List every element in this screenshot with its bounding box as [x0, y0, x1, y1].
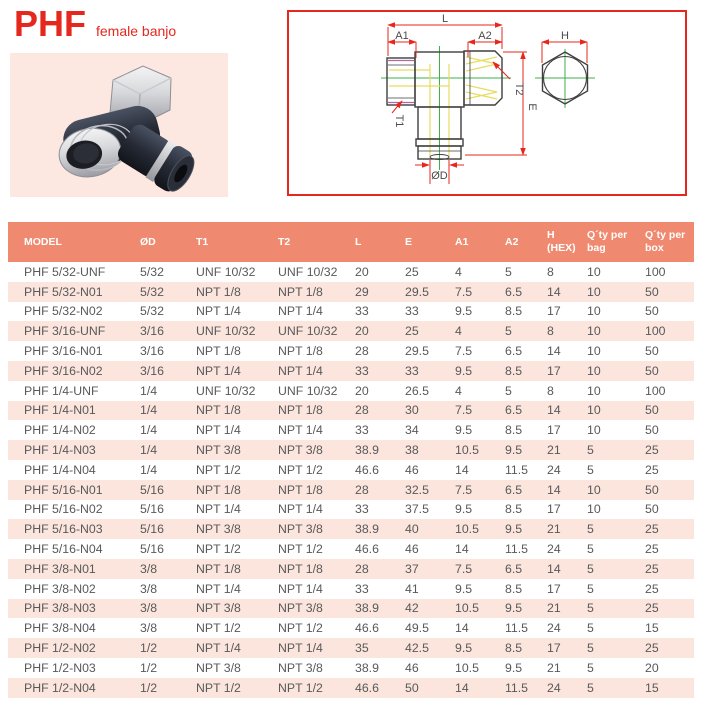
table-cell: UNF 10/32: [278, 264, 338, 279]
table-cell: 10: [587, 423, 601, 438]
table-cell: 4: [455, 383, 462, 398]
table-cell: 10: [587, 324, 601, 339]
table-cell: PHF 3/8-N01: [24, 561, 96, 576]
table-cell: PHF 1/4-N04: [24, 462, 96, 477]
dim-label-E: E: [526, 103, 538, 111]
table-cell: 10: [587, 304, 601, 319]
table-cell: 14: [455, 621, 469, 636]
table-cell: NPT 1/8: [278, 561, 323, 576]
table-cell: 24: [547, 680, 561, 695]
table-cell: 8: [547, 324, 554, 339]
table-cell: 14: [547, 482, 561, 497]
table-cell: 32.5: [405, 482, 429, 497]
table-cell: 6.5: [505, 284, 523, 299]
table-cell: NPT 3/8: [278, 522, 323, 537]
table-cell: 9.5: [455, 581, 473, 596]
table-cell: 17: [547, 641, 561, 656]
table-cell: 46: [405, 660, 419, 675]
table-cell: 33: [405, 363, 419, 378]
table-cell: PHF 1/2-N02: [24, 641, 96, 656]
table-cell: 1/2: [140, 680, 158, 695]
table-cell: 1/4: [140, 462, 158, 477]
column-header: Q´ty per bag: [587, 229, 628, 254]
column-header: A2: [505, 235, 519, 248]
table-cell: NPT 1/4: [196, 363, 241, 378]
table-cell: PHF 3/16-UNF: [24, 324, 106, 339]
table-row: [8, 678, 694, 698]
table-cell: 38.9: [355, 443, 379, 458]
dim-label-T2: T2: [513, 82, 525, 96]
table-cell: PHF 3/8-N04: [24, 621, 96, 636]
table-cell: 5: [505, 383, 512, 398]
table-cell: PHF 1/2-N03: [24, 660, 96, 675]
table-cell: NPT 1/8: [196, 284, 241, 299]
column-header: T1: [196, 235, 209, 248]
table-row: [8, 480, 694, 500]
table-cell: 4: [455, 264, 462, 279]
table-cell: 100: [645, 324, 666, 339]
table-cell: 25: [645, 542, 659, 557]
table-cell: 28: [355, 403, 369, 418]
page-subtitle: female banjo: [96, 23, 177, 39]
table-cell: 9.5: [505, 660, 523, 675]
table-cell: 46.6: [355, 680, 379, 695]
table-cell: 1/4: [140, 423, 158, 438]
table-cell: 25: [645, 522, 659, 537]
thread-lines: [388, 61, 414, 103]
table-cell: 1/4: [140, 403, 158, 418]
table-cell: 7.5: [455, 344, 473, 359]
table-cell: 7.5: [455, 482, 473, 497]
table-row: [8, 341, 694, 361]
table-cell: PHF 5/16-N03: [24, 522, 103, 537]
table-cell: 24: [547, 542, 561, 557]
table-cell: 21: [547, 601, 561, 616]
table-cell: NPT 1/8: [196, 403, 241, 418]
table-cell: 14: [455, 462, 469, 477]
table-cell: 33: [355, 363, 369, 378]
column-header: MODEL: [24, 235, 62, 248]
table-cell: 50: [645, 284, 659, 299]
table-cell: 10.5: [455, 522, 479, 537]
table-cell: 29.5: [405, 284, 429, 299]
table-cell: 11.5: [505, 542, 529, 557]
table-cell: 14: [547, 344, 561, 359]
table-cell: 8.5: [505, 423, 523, 438]
table-cell: 7.5: [455, 284, 473, 299]
table-cell: 25: [645, 462, 659, 477]
table-cell: 10.5: [455, 660, 479, 675]
table-cell: PHF 3/16-N01: [24, 344, 103, 359]
table-cell: UNF 10/32: [196, 264, 256, 279]
table-cell: PHF 5/32-UNF: [24, 264, 106, 279]
table-cell: 42.5: [405, 641, 429, 656]
table-cell: NPT 1/2: [278, 542, 323, 557]
table-cell: 100: [645, 264, 666, 279]
table-cell: 15: [645, 621, 659, 636]
product-photo-illustration: [10, 53, 228, 197]
table-cell: NPT 3/8: [278, 660, 323, 675]
table-cell: PHF 3/8-N03: [24, 601, 96, 616]
table-cell: 46: [405, 462, 419, 477]
table-cell: 5: [505, 264, 512, 279]
table-cell: 49.5: [405, 621, 429, 636]
table-row: [8, 361, 694, 381]
table-cell: 5: [587, 680, 594, 695]
table-cell: PHF 1/4-N03: [24, 443, 96, 458]
table-cell: PHF 3/8-N02: [24, 581, 96, 596]
table-cell: 8.5: [505, 502, 523, 517]
table-cell: 40: [405, 522, 419, 537]
table-cell: 29: [355, 284, 369, 299]
table-cell: 37: [405, 561, 419, 576]
table-cell: 5/16: [140, 502, 164, 517]
table-cell: 10.5: [455, 601, 479, 616]
table-cell: NPT 1/2: [278, 462, 323, 477]
table-cell: 5: [587, 462, 594, 477]
table-row: [8, 559, 694, 579]
table-row: [8, 618, 694, 638]
table-cell: 46.6: [355, 542, 379, 557]
table-cell: 8.5: [505, 363, 523, 378]
table-cell: 1/4: [140, 383, 158, 398]
table-cell: NPT 1/2: [196, 462, 241, 477]
table-cell: 35: [355, 641, 369, 656]
spec-table-header: [8, 222, 694, 262]
table-cell: PHF 5/32-N01: [24, 284, 103, 299]
table-cell: 5: [505, 324, 512, 339]
table-cell: 33: [355, 423, 369, 438]
table-cell: 50: [645, 304, 659, 319]
table-cell: NPT 1/4: [196, 423, 241, 438]
table-cell: 15: [645, 680, 659, 695]
table-cell: PHF 1/4-N02: [24, 423, 96, 438]
table-cell: NPT 1/4: [278, 502, 323, 517]
table-row: [8, 420, 694, 440]
table-cell: 9.5: [455, 363, 473, 378]
table-cell: 33: [355, 581, 369, 596]
table-cell: 3/16: [140, 324, 164, 339]
table-cell: 6.5: [505, 403, 523, 418]
table-cell: 5: [587, 660, 594, 675]
table-cell: NPT 1/2: [278, 621, 323, 636]
dim-label-L: L: [441, 13, 449, 25]
table-cell: NPT 1/4: [278, 304, 323, 319]
table-cell: 38: [405, 443, 419, 458]
table-cell: NPT 1/4: [278, 423, 323, 438]
table-cell: UNF 10/32: [278, 383, 338, 398]
table-cell: 7.5: [455, 403, 473, 418]
table-cell: 9.5: [505, 522, 523, 537]
table-cell: 28: [355, 561, 369, 576]
table-cell: NPT 3/8: [196, 660, 241, 675]
table-row: [8, 302, 694, 322]
table-cell: 8.5: [505, 581, 523, 596]
table-cell: NPT 1/8: [196, 482, 241, 497]
table-cell: 25: [645, 443, 659, 458]
dim-label-A2: A2: [478, 30, 492, 42]
table-cell: NPT 1/2: [278, 680, 323, 695]
table-cell: 3/8: [140, 621, 158, 636]
table-cell: 5: [587, 542, 594, 557]
table-cell: 10: [587, 284, 601, 299]
table-cell: 5/16: [140, 482, 164, 497]
table-cell: 3/8: [140, 581, 158, 596]
column-header: E: [405, 235, 413, 248]
table-cell: 11.5: [505, 621, 529, 636]
table-cell: 5/32: [140, 264, 164, 279]
table-cell: 20: [645, 660, 659, 675]
table-row: [8, 401, 694, 421]
table-cell: 29.5: [405, 344, 429, 359]
table-cell: 46: [405, 542, 419, 557]
table-row: [8, 519, 694, 539]
table-cell: 25: [645, 561, 659, 576]
table-cell: 9.5: [455, 641, 473, 656]
table-cell: 11.5: [505, 462, 529, 477]
table-cell: 38.9: [355, 601, 379, 616]
table-cell: 11.5: [505, 680, 529, 695]
table-cell: 1/2: [140, 641, 158, 656]
table-cell: 5/32: [140, 284, 164, 299]
table-cell: 5: [587, 443, 594, 458]
table-cell: 14: [547, 403, 561, 418]
table-cell: 21: [547, 522, 561, 537]
technical-drawing: [289, 12, 685, 194]
table-cell: NPT 1/8: [196, 344, 241, 359]
table-cell: 42: [405, 601, 419, 616]
fitting-outline: [387, 51, 588, 160]
table-cell: 5: [587, 601, 594, 616]
table-row: [8, 440, 694, 460]
table-cell: 46.6: [355, 621, 379, 636]
table-cell: 26.5: [405, 383, 429, 398]
table-cell: 28: [355, 344, 369, 359]
table-cell: 38.9: [355, 522, 379, 537]
table-cell: PHF 1/4-UNF: [24, 383, 99, 398]
table-cell: NPT 3/8: [196, 522, 241, 537]
technical-drawing-panel: [287, 10, 687, 196]
table-cell: 33: [355, 304, 369, 319]
table-cell: 50: [645, 502, 659, 517]
table-cell: 3/8: [140, 601, 158, 616]
table-cell: 10: [587, 482, 601, 497]
table-cell: 1/4: [140, 443, 158, 458]
table-cell: 3/8: [140, 561, 158, 576]
table-cell: PHF 1/2-N04: [24, 680, 96, 695]
table-cell: 10: [587, 344, 601, 359]
table-cell: 3/16: [140, 363, 164, 378]
table-cell: UNF 10/32: [278, 324, 338, 339]
table-cell: NPT 1/4: [196, 581, 241, 596]
table-cell: 10: [587, 403, 601, 418]
spec-table-body: [8, 262, 694, 698]
table-cell: 50: [645, 363, 659, 378]
table-cell: 9.5: [455, 304, 473, 319]
product-photo-panel: [10, 53, 228, 197]
table-cell: 33: [355, 502, 369, 517]
table-row: [8, 579, 694, 599]
table-cell: 9.5: [455, 423, 473, 438]
table-cell: 50: [405, 680, 419, 695]
table-cell: NPT 3/8: [278, 601, 323, 616]
table-cell: PHF 1/4-N01: [24, 403, 96, 418]
table-cell: PHF 5/16-N02: [24, 502, 103, 517]
table-cell: NPT 1/4: [278, 641, 323, 656]
table-cell: 17: [547, 581, 561, 596]
table-cell: NPT 1/8: [196, 561, 241, 576]
table-row: [8, 638, 694, 658]
dim-label-A1: A1: [395, 30, 409, 42]
table-cell: 25: [645, 641, 659, 656]
table-cell: 17: [547, 423, 561, 438]
table-row: [8, 599, 694, 619]
dim-label-OD: ØD: [431, 170, 448, 182]
table-cell: 24: [547, 621, 561, 636]
table-cell: NPT 1/2: [196, 542, 241, 557]
table-cell: 8: [547, 383, 554, 398]
table-cell: 17: [547, 363, 561, 378]
table-row: [8, 381, 694, 401]
table-cell: 14: [455, 542, 469, 557]
table-cell: 10: [587, 383, 601, 398]
table-cell: NPT 1/8: [278, 403, 323, 418]
table-cell: 17: [547, 304, 561, 319]
table-cell: 25: [405, 264, 419, 279]
table-cell: NPT 1/8: [278, 284, 323, 299]
table-row: [8, 500, 694, 520]
table-cell: 8.5: [505, 304, 523, 319]
column-header: Q´ty per box: [645, 229, 686, 254]
table-cell: 7.5: [455, 561, 473, 576]
table-cell: 100: [645, 383, 666, 398]
table-cell: 5/16: [140, 542, 164, 557]
table-cell: NPT 3/8: [196, 443, 241, 458]
table-cell: NPT 3/8: [196, 601, 241, 616]
table-cell: 38.9: [355, 660, 379, 675]
table-cell: 3/16: [140, 344, 164, 359]
table-cell: 5: [587, 522, 594, 537]
table-cell: NPT 1/8: [278, 482, 323, 497]
table-cell: UNF 10/32: [196, 383, 256, 398]
table-cell: NPT 1/4: [278, 581, 323, 596]
table-cell: 4: [455, 324, 462, 339]
table-cell: 28: [355, 482, 369, 497]
column-header: ØD: [140, 235, 156, 248]
table-cell: 14: [547, 561, 561, 576]
page-header: [14, 3, 177, 44]
table-row: [8, 321, 694, 341]
table-cell: NPT 1/4: [196, 304, 241, 319]
table-cell: 46.6: [355, 462, 379, 477]
table-cell: 41: [405, 581, 419, 596]
table-cell: 20: [355, 383, 369, 398]
table-cell: 20: [355, 264, 369, 279]
table-cell: 10.5: [455, 443, 479, 458]
table-cell: NPT 1/8: [278, 344, 323, 359]
table-cell: 10: [587, 363, 601, 378]
dim-label-H: H: [561, 30, 569, 42]
table-cell: 8.5: [505, 641, 523, 656]
table-cell: 5/16: [140, 522, 164, 537]
table-cell: 25: [645, 601, 659, 616]
table-cell: 50: [645, 403, 659, 418]
table-cell: PHF 5/16-N04: [24, 542, 103, 557]
table-cell: 17: [547, 502, 561, 517]
spec-table: [8, 222, 694, 698]
table-cell: NPT 1/4: [278, 363, 323, 378]
table-cell: NPT 1/4: [196, 502, 241, 517]
column-header: L: [355, 235, 362, 248]
page-title: PHF: [14, 3, 86, 44]
table-cell: 10: [587, 502, 601, 517]
table-cell: 5: [587, 641, 594, 656]
column-header: A1: [455, 235, 469, 248]
table-cell: NPT 1/2: [196, 621, 241, 636]
table-cell: 33: [405, 304, 419, 319]
table-cell: 30: [405, 403, 419, 418]
table-cell: 25: [645, 581, 659, 596]
table-row: [8, 262, 694, 282]
table-cell: 21: [547, 660, 561, 675]
table-cell: 25: [405, 324, 419, 339]
table-cell: UNF 10/32: [196, 324, 256, 339]
table-cell: NPT 1/4: [196, 641, 241, 656]
table-row: [8, 282, 694, 302]
table-cell: 1/2: [140, 660, 158, 675]
column-header: T2: [278, 235, 291, 248]
table-cell: PHF 3/16-N02: [24, 363, 103, 378]
table-row: [8, 460, 694, 480]
table-cell: 6.5: [505, 561, 523, 576]
table-cell: 14: [455, 680, 469, 695]
table-cell: 5: [587, 621, 594, 636]
column-header: H (HEX): [547, 229, 576, 254]
table-cell: 9.5: [505, 601, 523, 616]
table-cell: 5: [587, 581, 594, 596]
table-cell: 10: [587, 264, 601, 279]
table-cell: 21: [547, 443, 561, 458]
table-cell: 50: [645, 423, 659, 438]
table-cell: 37.5: [405, 502, 429, 517]
table-cell: 9.5: [505, 443, 523, 458]
table-cell: 24: [547, 462, 561, 477]
table-cell: 34: [405, 423, 419, 438]
table-row: [8, 658, 694, 678]
table-cell: 6.5: [505, 482, 523, 497]
table-row: [8, 539, 694, 559]
table-cell: 50: [645, 482, 659, 497]
table-cell: PHF 5/32-N02: [24, 304, 103, 319]
table-cell: 5: [587, 561, 594, 576]
table-cell: NPT 1/2: [196, 680, 241, 695]
table-cell: 50: [645, 344, 659, 359]
table-cell: 9.5: [455, 502, 473, 517]
table-cell: 5/32: [140, 304, 164, 319]
table-cell: 20: [355, 324, 369, 339]
table-cell: 8: [547, 264, 554, 279]
table-cell: PHF 5/16-N01: [24, 482, 103, 497]
table-cell: 14: [547, 284, 561, 299]
table-cell: 6.5: [505, 344, 523, 359]
table-cell: NPT 3/8: [278, 443, 323, 458]
dim-label-T1: T1: [393, 114, 405, 128]
